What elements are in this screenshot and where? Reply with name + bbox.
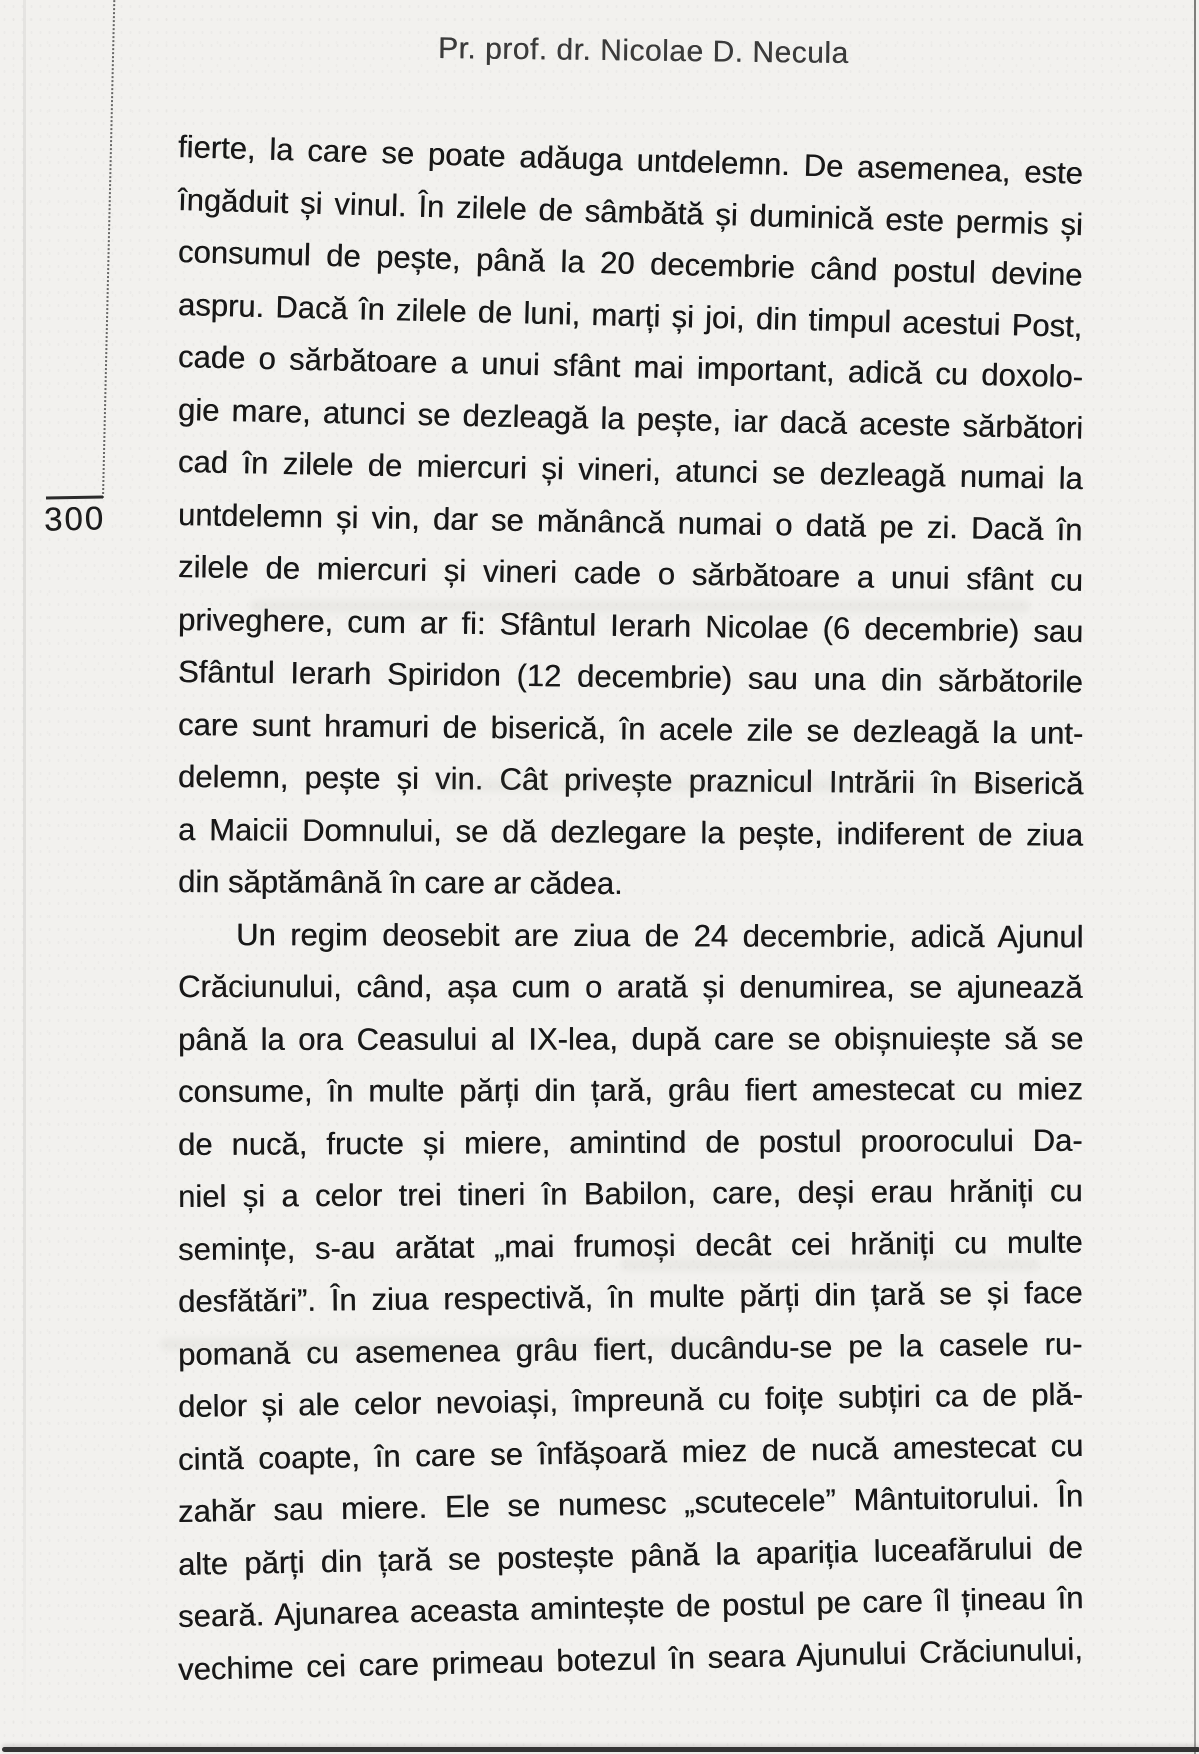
text-line: de nucă, fructe și miere, amintind de postul proorocului Da- (177, 1122, 1083, 1162)
text-line: aspru. Dacă în zilele de luni, marți și joi, din timpul acestui Post, (177, 286, 1083, 344)
text-line: gie mare, atunci se dezleagă la pește, iar dacă aceste sărbători (177, 391, 1084, 446)
page-number: 300 (43, 499, 106, 538)
text-line: din săptămână în care ar cădea. (177, 864, 623, 901)
text-line: alte părți din țară se postește până la apariția luceafărului de (177, 1529, 1084, 1582)
bleed-through-smudge (620, 1258, 1040, 1271)
text-line: zilele de miercuri și vineri cade o sărbătoare a unui sfânt cu (177, 549, 1084, 598)
text-line: până la ora Ceasului al IX-lea, după care se obișnuiește să se (177, 1020, 1084, 1057)
right-page-edge (1194, 0, 1196, 1754)
text-line: delor și ale celor nevoiași, împreună cu foițe subțiri ca de plă- (177, 1376, 1084, 1424)
text-line: desfătări”. În ziua respectivă, în multe părți din țară se și face (177, 1274, 1083, 1319)
text-line: semințe, s-au arătat „mai frumoși decât cei hrăniți cu multe (177, 1224, 1083, 1267)
text-line: Crăciunului, când, așa cum o arată și denumirea, se ajunează (177, 969, 1083, 1005)
bleed-through-smudge (430, 779, 1030, 792)
running-header: Pr. prof. dr. Nicolae D. Necula (437, 32, 849, 71)
text-line: cintă coapte, în care se înfășoară miez de nucă amestecat cu (177, 1427, 1084, 1477)
text-line: consume, în multe părți din țară, grâu fiert amestecat cu miez (177, 1071, 1083, 1109)
text-line: a Maicii Domnului, se dă dezlegare la pește, indiferent de ziua (177, 811, 1084, 853)
bleed-through-smudge (250, 600, 1030, 613)
bleed-through-smudge (160, 1338, 740, 1351)
text-line: consumul de pește, până la 20 decembrie când postul devine (177, 234, 1083, 293)
text-line: vechime cei care primeau botezul în seara Ajunului Crăciunului, (177, 1630, 1084, 1687)
text-line: delemn, pește și vin. Cât privește praznicul Intrării în Biserică (177, 759, 1084, 802)
text-line: untdelemn și vin, dar se mănâncă numai o dată pe zi. Dacă în (177, 496, 1083, 547)
bottom-page-edge (2, 1747, 1199, 1752)
text-line: îngăduit și vinul. În zilele de sâmbătă și duminică este permis și (177, 181, 1084, 242)
text-line: niel și a celor trei tineri în Babilon, care, deși erau hrăniți cu (177, 1173, 1083, 1214)
text-line: zahăr sau miere. Ele se numesc „scutecele” Mântuitorului. În (177, 1478, 1084, 1529)
text-line: pomană cu asemenea grâu fiert, ducându-se pe la casele ru- (177, 1325, 1083, 1372)
text-line: cade o sărbătoare a unui sfânt mai important, adică cu doxolo- (177, 339, 1084, 395)
text-line: priveghere, cum ar fi: Sfântul Ierarh Nicolae (6 decembrie) sau (177, 601, 1084, 649)
text-line: Sfântul Ierarh Spiridon (12 decembrie) sau una din sărbătorile (177, 654, 1084, 700)
text-line: fierte, la care se poate adăuga untdelemn. De asemenea, este (177, 129, 1084, 191)
text-line: cad în zilele de miercuri și vineri, atunci se dezleagă numai la (177, 444, 1084, 497)
text-line: care sunt hramuri de biserică, în acele zile se dezleagă la unt- (177, 706, 1084, 751)
text-line: seară. Ajunarea aceasta amintește de postul pe care îl țineau în (177, 1580, 1084, 1634)
text-line: Un regim deosebit are ziua de 24 decembrie, adică Ajunul (235, 916, 1084, 954)
